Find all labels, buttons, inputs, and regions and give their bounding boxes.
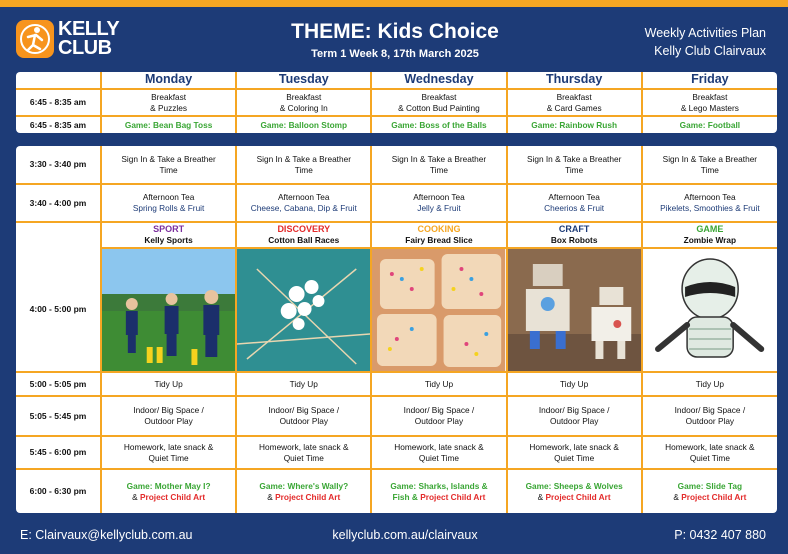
corner-cell xyxy=(16,222,101,248)
homework-cell: Homework, late snack & Quiet Time xyxy=(101,436,236,469)
plan-line-2: Kelly Club Clairvaux xyxy=(654,44,766,58)
cotton-ball-photo xyxy=(236,248,371,372)
homework-cell: Homework, late snack & Quiet Time xyxy=(507,436,642,469)
breakfast-cell: Breakfast & Coloring In xyxy=(236,89,371,116)
breakfast-cell: Breakfast & Card Games xyxy=(507,89,642,116)
time-cell: 6:00 - 6:30 pm xyxy=(16,469,101,513)
footer-email[interactable]: E: Clairvaux@kellyclub.com.au xyxy=(20,528,193,542)
afternoon-schedule xyxy=(16,146,777,513)
indoor-cell: Indoor/ Big Space / Outdoor Play xyxy=(101,396,236,436)
page-title: THEME: Kids Choice xyxy=(291,20,499,43)
tidy-cell: Tidy Up xyxy=(236,372,371,396)
day-monday: Monday xyxy=(101,72,236,89)
breakfast-cell: Breakfast & Puzzles xyxy=(101,89,236,116)
indoor-cell: Indoor/ Big Space / Outdoor Play xyxy=(507,396,642,436)
tidy-cell: Tidy Up xyxy=(642,372,777,396)
activity-category-cell: COOKING Fairy Bread Slice xyxy=(371,222,506,248)
day-wednesday: Wednesday xyxy=(371,72,506,89)
homework-cell: Homework, late snack & Quiet Time xyxy=(642,436,777,469)
breakfast-cell: Breakfast & Lego Masters xyxy=(642,89,777,116)
fairy-bread-photo xyxy=(371,248,506,372)
time-cell: 3:40 - 4:00 pm xyxy=(16,184,101,222)
tidy-cell: Tidy Up xyxy=(371,372,506,396)
tea-cell: Afternoon Tea Pikelets, Smoothies & Fruit xyxy=(642,184,777,222)
page-subtitle: Term 1 Week 8, 17th March 2025 xyxy=(311,48,479,60)
signin-cell: Sign In & Take a Breather Time xyxy=(101,146,236,184)
day-friday: Friday xyxy=(642,72,777,89)
morning-schedule xyxy=(16,72,777,133)
tea-cell: Afternoon Tea Spring Rolls & Fruit xyxy=(101,184,236,222)
indoor-cell: Indoor/ Big Space / Outdoor Play xyxy=(236,396,371,436)
time-cell: 6:45 - 8:35 am xyxy=(16,116,101,133)
homework-cell: Homework, late snack & Quiet Time xyxy=(236,436,371,469)
signin-cell: Sign In & Take a Breather Time xyxy=(642,146,777,184)
indoor-cell: Indoor/ Big Space / Outdoor Play xyxy=(642,396,777,436)
time-cell: 5:00 - 5:05 pm xyxy=(16,372,101,396)
morning-game-cell: Game: Rainbow Rush xyxy=(507,116,642,133)
plan-info xyxy=(645,24,766,60)
kelly-club-logo xyxy=(16,20,120,60)
time-cell: 4:00 - 5:00 pm xyxy=(16,248,101,372)
tidy-cell: Tidy Up xyxy=(507,372,642,396)
tea-cell: Afternoon Tea Cheese, Cabana, Dip & Fruit xyxy=(236,184,371,222)
final-activity-cell: Game: Sheeps & Wolves & Project Child Art xyxy=(507,469,642,513)
tea-cell: Afternoon Tea Cheerios & Fruit xyxy=(507,184,642,222)
box-robots-photo xyxy=(507,248,642,372)
time-cell: 5:45 - 6:00 pm xyxy=(16,436,101,469)
activity-category-cell: CRAFT Box Robots xyxy=(507,222,642,248)
time-cell: 5:05 - 5:45 pm xyxy=(16,396,101,436)
footer-website[interactable]: kellyclub.com.au/clairvaux xyxy=(332,528,478,542)
logo-text-club: CLUB xyxy=(58,37,112,59)
corner-cell xyxy=(16,72,101,89)
final-activity-cell: Game: Mother May I? & Project Child Art xyxy=(101,469,236,513)
signin-cell: Sign In & Take a Breather Time xyxy=(507,146,642,184)
indoor-cell: Indoor/ Big Space / Outdoor Play xyxy=(371,396,506,436)
final-activity-cell: Game: Slide Tag & Project Child Art xyxy=(673,480,747,502)
time-cell: 6:45 - 8:35 am xyxy=(16,89,101,116)
morning-game-cell: Game: Bean Bag Toss xyxy=(101,116,236,133)
morning-game-cell: Game: Boss of the Balls xyxy=(371,116,506,133)
signin-cell: Sign In & Take a Breather Time xyxy=(371,146,506,184)
day-tuesday: Tuesday xyxy=(236,72,371,89)
morning-game-cell: Game: Football xyxy=(679,119,741,130)
time-cell: 3:30 - 3:40 pm xyxy=(16,146,101,184)
logo-figure-icon xyxy=(16,20,54,58)
tea-cell: Afternoon Tea Jelly & Fruit xyxy=(371,184,506,222)
zombie-wrap-illustration xyxy=(642,248,777,372)
plan-line-1: Weekly Activities Plan xyxy=(644,26,766,40)
day-thursday: Thursday xyxy=(507,72,642,89)
activity-category-cell: GAME Zombie Wrap xyxy=(642,222,777,248)
breakfast-cell: Breakfast & Cotton Bud Painting xyxy=(371,89,506,116)
kelly-sports-photo xyxy=(101,248,236,372)
top-stripe xyxy=(0,0,788,7)
morning-game-cell: Game: Balloon Stomp xyxy=(236,116,371,133)
activity-category-cell: SPORT Kelly Sports xyxy=(101,222,236,248)
signin-cell: Sign In & Take a Breather Time xyxy=(236,146,371,184)
final-activity-cell: Game: Sharks, Islands & Fish & Project Child Art xyxy=(371,469,506,513)
homework-cell: Homework, late snack & Quiet Time xyxy=(371,436,506,469)
activity-category-cell: DISCOVERY Cotton Ball Races xyxy=(236,222,371,248)
tidy-cell: Tidy Up xyxy=(101,372,236,396)
logo-text-kelly: KELLY xyxy=(58,18,120,40)
footer-phone: P: 0432 407 880 xyxy=(674,528,766,542)
final-activity-cell: Game: Where's Wally? & Project Child Art xyxy=(236,469,371,513)
